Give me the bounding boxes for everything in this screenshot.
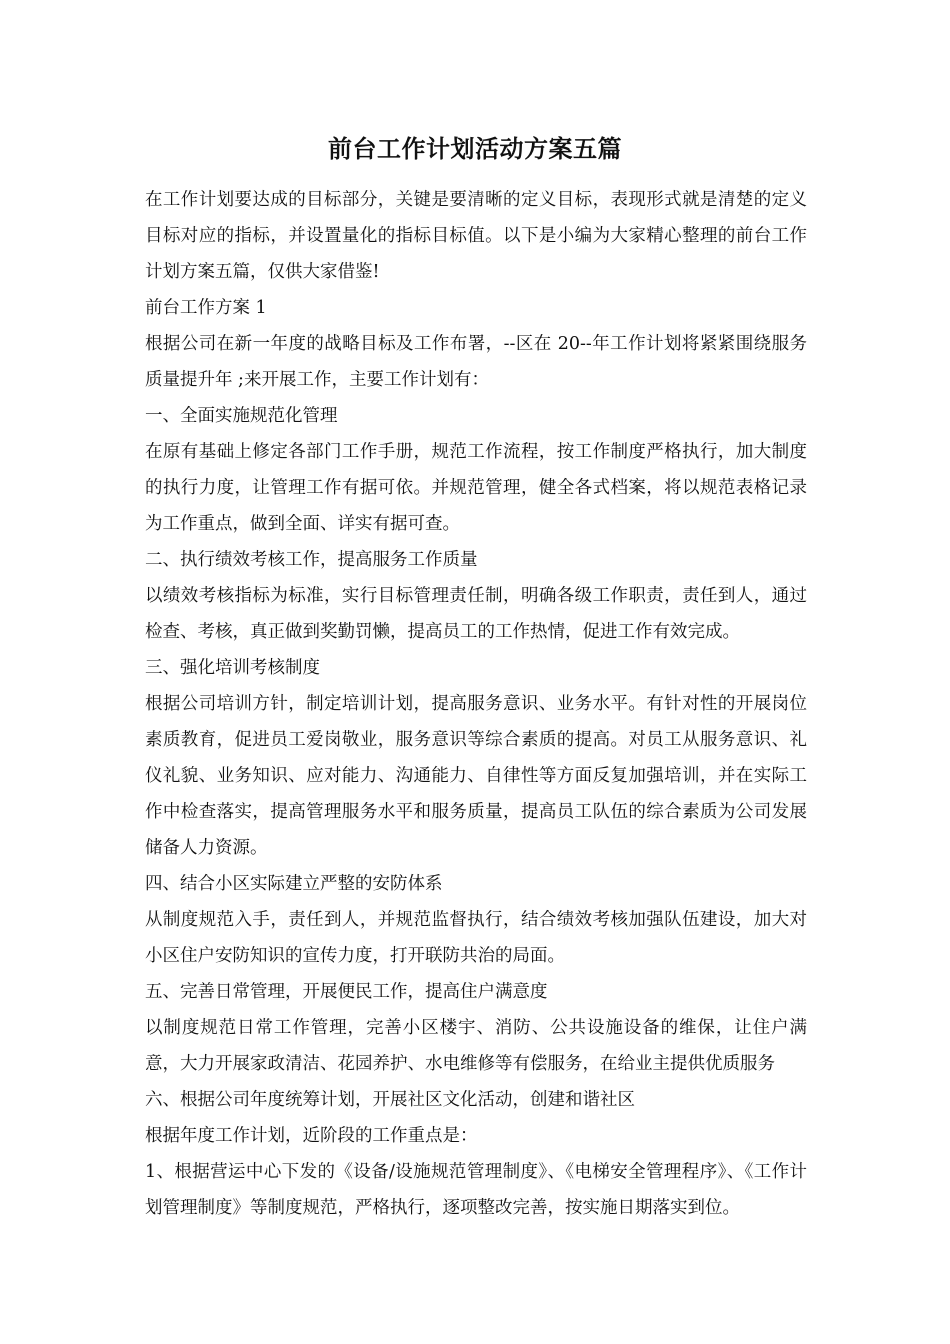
body-item-5: 以制度规范日常工作管理，完善小区楼宇、消防、公共设施设备的维保，让住户满意，大力开展家政清洁、花园养护、水电维修等有偿服务，在给业主提供优质服务 bbox=[145, 1018, 807, 1074]
heading-item-4: 四、结合小区实际建立严整的安防体系 bbox=[145, 874, 443, 894]
focus-intro-paragraph: 根据年度工作计划，近阶段的工作重点是： bbox=[145, 1126, 478, 1146]
intro-paragraph: 在工作计划要达成的目标部分，关键是要清晰的定义目标，表现形式就是清楚的定义目标对应的指标，并设置量化的指标目标值。以下是小编为大家精心整理的前台工作计划方案五篇，仅供大家借鉴! bbox=[145, 190, 807, 282]
document-body bbox=[145, 182, 807, 1226]
plan-overview-paragraph: 根据公司在新一年度的战略目标及工作布署，--区在 20--年工作计划将紧紧围绕服务质量提升年 ;来开展工作，主要工作计划有： bbox=[145, 334, 807, 390]
body-item-4: 从制度规范入手，责任到人，并规范监督执行，结合绩效考核加强队伍建设，加大对小区住户安防知识的宣传力度，打开联防共治的局面。 bbox=[145, 910, 807, 966]
heading-item-6: 六、根据公司年度统筹计划，开展社区文化活动，创建和谐社区 bbox=[145, 1090, 635, 1110]
body-item-1: 在原有基础上修定各部门工作手册，规范工作流程，按工作制度严格执行，加大制度的执行力度，让管理工作有据可依。并规范管理，健全各式档案，将以规范表格记录为工作重点，做到全面、详实有据可查。 bbox=[145, 442, 807, 534]
body-item-3: 根据公司培训方针，制定培训计划，提高服务意识、业务水平。有针对性的开展岗位素质教育，促进员工爱岗敬业，服务意识等综合素质的提高。对员工从服务意识、礼仪礼貌、业务知识、应对能力、沟通能力、自律性等方面反复加强培训，并在实际工作中检查落实，提高管理服务水平和服务质量，提高员工队伍的综合素质为公司发展储备人力资源。 bbox=[145, 694, 807, 858]
focus-item-1: 1、根据营运中心下发的《设备/设施规范管理制度》、《电梯安全管理程序》、《工作计划管理制度》等制度规范，严格执行，逐项整改完善，按实施日期落实到位。 bbox=[145, 1162, 807, 1218]
section-heading-plan-1: 前台工作方案 1 bbox=[145, 298, 267, 318]
heading-item-3: 三、强化培训考核制度 bbox=[145, 658, 320, 678]
body-item-2: 以绩效考核指标为标准，实行目标管理责任制，明确各级工作职责，责任到人，通过检查、考核，真正做到奖勤罚懒，提高员工的工作热情，促进工作有效完成。 bbox=[145, 586, 807, 642]
document-title: 前台工作计划活动方案五篇 bbox=[328, 134, 622, 163]
heading-item-1: 一、全面实施规范化管理 bbox=[145, 406, 338, 426]
heading-item-5: 五、完善日常管理，开展便民工作，提高住户满意度 bbox=[145, 982, 548, 1002]
heading-item-2: 二、执行绩效考核工作，提高服务工作质量 bbox=[145, 550, 478, 570]
